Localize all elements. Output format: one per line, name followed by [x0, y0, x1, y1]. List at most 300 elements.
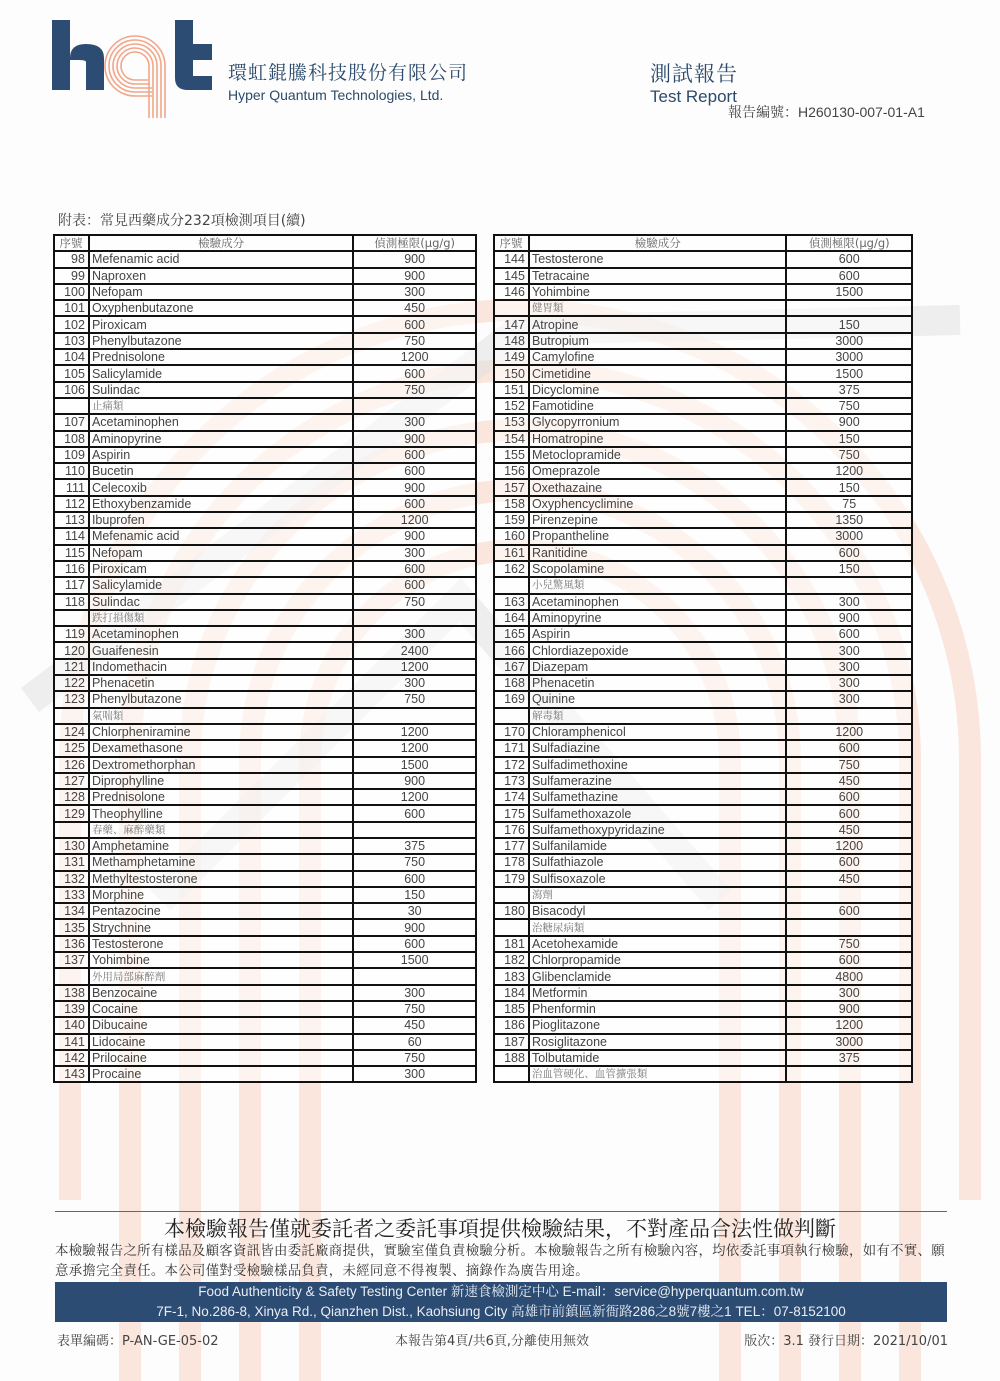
row-name: Acetohexamide: [529, 936, 787, 952]
row-name: Methamphetamine: [89, 854, 353, 870]
row-name: Cimetidine: [529, 365, 787, 381]
row-no: 148: [494, 333, 529, 349]
annex-title: 附表：常見西藥成分232項檢測項目(續): [58, 213, 306, 229]
row-no: 155: [494, 447, 529, 463]
row-no: 129: [54, 805, 89, 821]
row-name: Phenylbutazone: [89, 333, 353, 349]
row-limit: 3000: [786, 1034, 912, 1050]
row-no: 186: [494, 1017, 529, 1033]
table-row: [54, 594, 476, 610]
row-name: Benzocaine: [89, 985, 353, 1001]
row-no: [494, 708, 529, 724]
table-row: [54, 642, 476, 658]
report-title-en: Test Report: [650, 87, 737, 106]
row-name: Diprophylline: [89, 773, 353, 789]
row-no: 164: [494, 610, 529, 626]
row-limit: [786, 1066, 912, 1082]
row-no: [54, 610, 89, 626]
category-label: 瀉劑: [529, 887, 787, 903]
table-row: [54, 919, 476, 935]
row-limit: 300: [786, 985, 912, 1001]
table-row: [494, 398, 912, 414]
row-limit: 600: [353, 936, 476, 952]
row-limit: 900: [353, 773, 476, 789]
table-row: [54, 952, 476, 968]
row-no: [54, 708, 89, 724]
row-name: Naproxen: [89, 268, 353, 284]
row-no: 150: [494, 365, 529, 381]
row-name: Tetracaine: [529, 268, 787, 284]
category-row: [494, 577, 912, 593]
row-limit: 1500: [786, 284, 912, 300]
row-limit: 450: [786, 822, 912, 838]
row-limit: [353, 822, 476, 838]
row-name: Scopolamine: [529, 561, 787, 577]
report-title-zh: 測試報告: [650, 62, 738, 86]
row-no: 179: [494, 871, 529, 887]
row-limit: 150: [786, 479, 912, 495]
table-row: [54, 691, 476, 707]
row-limit: 1200: [786, 724, 912, 740]
row-name: Propantheline: [529, 528, 787, 544]
row-name: Indomethacin: [89, 659, 353, 675]
row-limit: 750: [353, 382, 476, 398]
row-no: 166: [494, 642, 529, 658]
row-limit: 300: [353, 545, 476, 561]
row-limit: 150: [353, 887, 476, 903]
row-name: Oxyphenbutazone: [89, 300, 353, 316]
category-label: 治糖尿病類: [529, 919, 787, 935]
table-row: [494, 871, 912, 887]
row-no: 124: [54, 724, 89, 740]
row-name: Dextromethorphan: [89, 757, 353, 773]
row-no: 163: [494, 594, 529, 610]
row-limit: 600: [786, 952, 912, 968]
row-name: Dexamethasone: [89, 740, 353, 756]
row-no: 177: [494, 838, 529, 854]
table-row: [54, 528, 476, 544]
row-name: Testosterone: [89, 936, 353, 952]
table-row: [494, 349, 912, 365]
row-limit: 450: [353, 300, 476, 316]
table-row: [54, 936, 476, 952]
row-limit: 1200: [353, 659, 476, 675]
row-name: Sulindac: [89, 382, 353, 398]
page-info: 本報告第4頁/共6頁,分離使用無效: [395, 1334, 590, 1349]
row-no: 101: [54, 300, 89, 316]
row-no: 136: [54, 936, 89, 952]
report-number: [728, 102, 925, 122]
table-row: [494, 333, 912, 349]
row-name: Lidocaine: [89, 1034, 353, 1050]
row-name: Tolbutamide: [529, 1050, 787, 1066]
table-row: [494, 626, 912, 642]
category-label: 外用局部麻醉劑: [89, 968, 353, 984]
row-limit: 600: [786, 251, 912, 267]
row-no: 110: [54, 463, 89, 479]
row-limit: [353, 398, 476, 414]
row-no: 107: [54, 414, 89, 430]
row-name: Acetaminophen: [89, 414, 353, 430]
row-no: 139: [54, 1001, 89, 1017]
row-no: 104: [54, 349, 89, 365]
row-no: 100: [54, 284, 89, 300]
table-row: [494, 382, 912, 398]
row-no: 119: [54, 626, 89, 642]
row-name: Mefenamic acid: [89, 251, 353, 267]
row-limit: 450: [353, 1017, 476, 1033]
category-row: [54, 968, 476, 984]
row-limit: 3000: [786, 333, 912, 349]
row-no: 173: [494, 773, 529, 789]
row-name: Mefenamic acid: [89, 528, 353, 544]
table-row: [54, 414, 476, 430]
row-limit: 150: [786, 431, 912, 447]
row-limit: [786, 577, 912, 593]
row-limit: 1200: [353, 740, 476, 756]
table-header-row: [494, 235, 912, 251]
category-label: 治血管硬化、血管擴張類: [529, 1066, 787, 1082]
row-name: Aminopyrine: [529, 610, 787, 626]
row-name: Sulfadiazine: [529, 740, 787, 756]
table-row: [494, 822, 912, 838]
table-row: [54, 251, 476, 267]
row-no: 144: [494, 251, 529, 267]
category-label: 小兒驚風類: [529, 577, 787, 593]
table-row: [494, 1034, 912, 1050]
table-row: [54, 479, 476, 495]
row-limit: 450: [786, 871, 912, 887]
table-row: [54, 577, 476, 593]
divider: [55, 1211, 947, 1212]
row-limit: 150: [786, 316, 912, 332]
report-title: [650, 58, 738, 106]
table-row: [494, 773, 912, 789]
row-no: 111: [54, 479, 89, 495]
row-limit: 375: [786, 1050, 912, 1066]
table-header-row: [54, 235, 476, 251]
row-limit: 1200: [353, 724, 476, 740]
row-no: 123: [54, 691, 89, 707]
row-limit: 300: [353, 626, 476, 642]
row-name: Phenacetin: [529, 675, 787, 691]
category-row: [54, 610, 476, 626]
row-limit: 300: [353, 284, 476, 300]
row-no: 122: [54, 675, 89, 691]
company-name: [228, 58, 468, 103]
row-limit: 375: [353, 838, 476, 854]
row-no: 187: [494, 1034, 529, 1050]
table-row: [54, 985, 476, 1001]
row-name: Acetaminophen: [529, 594, 787, 610]
table-row: [54, 903, 476, 919]
table-row: [494, 952, 912, 968]
row-no: 160: [494, 528, 529, 544]
row-no: 151: [494, 382, 529, 398]
row-no: 114: [54, 528, 89, 544]
row-no: 156: [494, 463, 529, 479]
row-limit: [786, 300, 912, 316]
category-label: 氣喘類: [89, 708, 353, 724]
table-row: [494, 1017, 912, 1033]
row-no: 158: [494, 496, 529, 512]
row-no: 167: [494, 659, 529, 675]
table-row: [494, 659, 912, 675]
row-limit: 1500: [353, 952, 476, 968]
table-row: [54, 447, 476, 463]
row-limit: 600: [353, 561, 476, 577]
form-number: 表單編碼：P-AN-GE-05-02: [57, 1334, 219, 1349]
row-no: 137: [54, 952, 89, 968]
row-name: Oxethazaine: [529, 479, 787, 495]
row-no: 169: [494, 691, 529, 707]
header-no: 序號: [54, 235, 89, 251]
table-row: [494, 805, 912, 821]
row-limit: 300: [786, 691, 912, 707]
table-row: [54, 1034, 476, 1050]
row-no: 103: [54, 333, 89, 349]
row-limit: 600: [786, 805, 912, 821]
table-row: [494, 414, 912, 430]
version-info: 版次：3.1 發行日期：2021/10/01: [744, 1334, 948, 1349]
row-no: 161: [494, 545, 529, 561]
row-name: Oxyphencyclimine: [529, 496, 787, 512]
row-limit: 1200: [353, 789, 476, 805]
row-limit: 30: [353, 903, 476, 919]
row-name: Pentazocine: [89, 903, 353, 919]
row-name: Ranitidine: [529, 545, 787, 561]
table-row: [494, 268, 912, 284]
row-no: 183: [494, 968, 529, 984]
row-name: Prednisolone: [89, 789, 353, 805]
row-no: 153: [494, 414, 529, 430]
row-name: Camylofine: [529, 349, 787, 365]
row-no: 121: [54, 659, 89, 675]
table-row: [494, 789, 912, 805]
row-name: Testosterone: [529, 251, 787, 267]
header-limit: 偵測極限(µg/g): [353, 235, 476, 251]
row-name: Metoclopramide: [529, 447, 787, 463]
row-name: Sulfamethoxazole: [529, 805, 787, 821]
table-row: [494, 594, 912, 610]
row-limit: 900: [786, 610, 912, 626]
row-name: Sulfanilamide: [529, 838, 787, 854]
row-no: 142: [54, 1050, 89, 1066]
row-name: Chlorpropamide: [529, 952, 787, 968]
table-row: [54, 268, 476, 284]
row-name: Methyltestosterone: [89, 871, 353, 887]
row-limit: 1200: [353, 349, 476, 365]
table-row: [54, 496, 476, 512]
row-limit: 750: [786, 936, 912, 952]
row-limit: 1500: [786, 365, 912, 381]
row-name: Strychnine: [89, 919, 353, 935]
row-name: Famotidine: [529, 398, 787, 414]
row-limit: 750: [353, 854, 476, 870]
row-limit: 600: [786, 626, 912, 642]
row-limit: 300: [353, 414, 476, 430]
row-name: Ibuprofen: [89, 512, 353, 528]
hqt-logo: [52, 18, 217, 118]
category-label: 健胃類: [529, 300, 787, 316]
table-row: [494, 561, 912, 577]
drug-table-right: [493, 234, 913, 1083]
row-name: Ethoxybenzamide: [89, 496, 353, 512]
row-no: 178: [494, 854, 529, 870]
row-no: 116: [54, 561, 89, 577]
row-limit: [786, 887, 912, 903]
row-no: 112: [54, 496, 89, 512]
row-no: 108: [54, 431, 89, 447]
row-limit: 150: [786, 561, 912, 577]
table-row: [54, 382, 476, 398]
row-no: [494, 577, 529, 593]
table-row: [494, 316, 912, 332]
footer-center-email: Food Authenticity & Safety Testing Center 新速食檢測定中心 E-mail：service@hyperquantum.com.tw: [198, 1284, 804, 1299]
table-row: [54, 871, 476, 887]
row-name: Sulindac: [89, 594, 353, 610]
category-row: [54, 822, 476, 838]
row-no: 120: [54, 642, 89, 658]
table-row: [494, 528, 912, 544]
row-name: Sulfisoxazole: [529, 871, 787, 887]
row-limit: 600: [786, 268, 912, 284]
row-no: 106: [54, 382, 89, 398]
row-no: 105: [54, 365, 89, 381]
row-name: Omeprazole: [529, 463, 787, 479]
disclaimer-text: 本檢驗報告之所有樣品及顧客資訊皆由委託廠商提供，實驗室僅負責檢驗分析。本檢驗報告之所有檢驗內容，均依委託事項執行檢驗，如有不實、願意承擔完全責任。本公司僅對受檢驗樣品負責，未經同意不得複製、摘錄作為廣告用途。: [55, 1244, 945, 1279]
category-row: [54, 708, 476, 724]
table-row: [54, 740, 476, 756]
row-name: Theophylline: [89, 805, 353, 821]
row-no: 98: [54, 251, 89, 267]
table-row: [494, 431, 912, 447]
row-name: Metformin: [529, 985, 787, 1001]
table-row: [494, 479, 912, 495]
category-label: 春藥、麻醉藥類: [89, 822, 353, 838]
table-row: [54, 1001, 476, 1017]
row-no: 131: [54, 854, 89, 870]
row-no: 159: [494, 512, 529, 528]
row-no: 147: [494, 316, 529, 332]
table-row: [494, 985, 912, 1001]
row-no: 126: [54, 757, 89, 773]
row-no: 127: [54, 773, 89, 789]
category-row: [494, 919, 912, 935]
row-limit: 600: [786, 789, 912, 805]
row-no: 134: [54, 903, 89, 919]
row-name: Nefopam: [89, 545, 353, 561]
row-no: [54, 968, 89, 984]
header-name: 檢驗成分: [89, 235, 353, 251]
row-limit: 600: [786, 903, 912, 919]
row-no: [494, 919, 529, 935]
row-limit: 450: [786, 773, 912, 789]
table-row: [54, 789, 476, 805]
row-name: Piroxicam: [89, 561, 353, 577]
row-name: Sulfamerazine: [529, 773, 787, 789]
row-no: 152: [494, 398, 529, 414]
row-limit: 300: [353, 985, 476, 1001]
table-row: [494, 903, 912, 919]
row-limit: 300: [786, 659, 912, 675]
row-limit: 1350: [786, 512, 912, 528]
row-name: Acetaminophen: [89, 626, 353, 642]
row-name: Pioglitazone: [529, 1017, 787, 1033]
row-limit: 600: [353, 365, 476, 381]
row-limit: [353, 968, 476, 984]
header-no: 序號: [494, 235, 529, 251]
row-name: Guaifenesin: [89, 642, 353, 658]
row-limit: 600: [353, 447, 476, 463]
row-name: Chlorpheniramine: [89, 724, 353, 740]
table-row: [494, 512, 912, 528]
row-no: 113: [54, 512, 89, 528]
row-limit: 300: [786, 642, 912, 658]
row-name: Sulfamethoxypyridazine: [529, 822, 787, 838]
row-no: [54, 822, 89, 838]
report-number-value: H260130-007-01-A1: [798, 104, 925, 120]
row-name: Quinine: [529, 691, 787, 707]
row-limit: 750: [786, 398, 912, 414]
table-row: [494, 545, 912, 561]
row-no: 172: [494, 757, 529, 773]
row-limit: 600: [353, 871, 476, 887]
row-limit: 750: [353, 691, 476, 707]
disclaimer-headline: 本檢驗報告僅就委託者之委託事項提供檢驗結果，不對產品合法性做判斷: [164, 1217, 836, 1241]
table-row: [494, 724, 912, 740]
row-no: 170: [494, 724, 529, 740]
row-name: Yohimbine: [529, 284, 787, 300]
table-row: [54, 773, 476, 789]
table-row: [494, 447, 912, 463]
table-row: [494, 675, 912, 691]
row-limit: 600: [353, 316, 476, 332]
table-row: [54, 512, 476, 528]
category-row: [54, 398, 476, 414]
row-name: Bisacodyl: [529, 903, 787, 919]
table-row: [54, 316, 476, 332]
row-no: 99: [54, 268, 89, 284]
row-limit: 900: [353, 431, 476, 447]
footer-contact-bar: [55, 1282, 947, 1322]
table-row: [494, 642, 912, 658]
row-name: Aminopyrine: [89, 431, 353, 447]
row-limit: 750: [353, 1001, 476, 1017]
row-no: 180: [494, 903, 529, 919]
row-no: [54, 398, 89, 414]
table-row: [54, 365, 476, 381]
row-no: 118: [54, 594, 89, 610]
row-no: [494, 1066, 529, 1082]
row-name: Chlordiazepoxide: [529, 642, 787, 658]
row-limit: 600: [353, 577, 476, 593]
row-no: 188: [494, 1050, 529, 1066]
table-row: [494, 838, 912, 854]
row-name: Piroxicam: [89, 316, 353, 332]
table-row: [494, 284, 912, 300]
row-limit: 600: [353, 805, 476, 821]
row-name: Phenylbutazone: [89, 691, 353, 707]
table-row: [54, 854, 476, 870]
table-row: [494, 610, 912, 626]
row-name: Dicyclomine: [529, 382, 787, 398]
row-limit: 3000: [786, 528, 912, 544]
row-name: Amphetamine: [89, 838, 353, 854]
row-limit: 600: [786, 740, 912, 756]
row-no: 182: [494, 952, 529, 968]
row-limit: 600: [353, 463, 476, 479]
